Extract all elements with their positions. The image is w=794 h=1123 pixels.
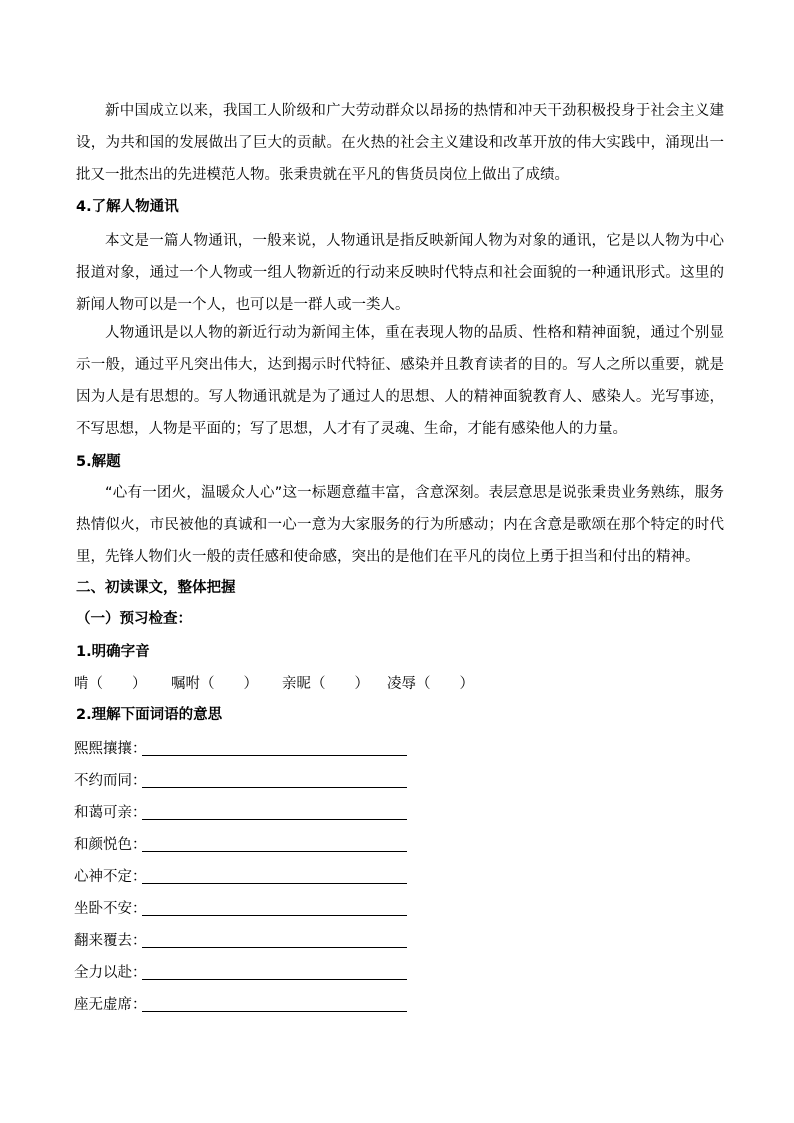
answer-line[interactable] bbox=[142, 787, 407, 788]
pronunciation-blank[interactable]: （ ） bbox=[416, 676, 474, 692]
section-5-heading: 5.解题 bbox=[76, 454, 121, 470]
pronunciation-item bbox=[387, 673, 474, 695]
vocabulary-term: 翻来覆去： bbox=[74, 933, 147, 949]
section-4-heading: 4.了解人物通讯 bbox=[76, 199, 179, 215]
pronunciation-item bbox=[74, 673, 147, 695]
vocabulary-term: 心神不定： bbox=[74, 869, 147, 885]
section-4-paragraph-1: 本文是一篇人物通讯，一般来说，人物通讯是指反映新闻人物为对象的通讯，它是以人物为中心报道对象，通过一个人物或一组人物新近的行动来反映时代特点和社会面貌的一种通讯形式。这里的新闻人物可以是一个人，也可以是一群人或一类人。 bbox=[76, 233, 724, 313]
vocabulary-term: 不约而同： bbox=[74, 773, 147, 789]
vocabulary-row bbox=[74, 863, 474, 895]
vocabulary-row bbox=[74, 895, 474, 927]
vocabulary-term: 熙熙攘攘： bbox=[74, 741, 147, 757]
vocabulary-term: 坐卧不安： bbox=[74, 901, 147, 917]
pronunciation-item bbox=[282, 673, 369, 695]
pronunciation-row bbox=[74, 673, 714, 695]
preview-check-heading: （一）预习检查： bbox=[76, 611, 192, 627]
pronunciation-word: 啃 bbox=[74, 676, 89, 692]
vocabulary-term: 和蔼可亲： bbox=[74, 805, 147, 821]
vocabulary-row bbox=[74, 735, 474, 767]
vocabulary-list bbox=[74, 735, 474, 1023]
pronunciation-word: 亲昵 bbox=[282, 676, 311, 692]
pronunciation-word: 嘱咐 bbox=[171, 676, 200, 692]
intro-paragraph: 新中国成立以来，我国工人阶级和广大劳动群众以昂扬的热情和冲天干劲积极投身于社会主义建设，为共和国的发展做出了巨大的贡献。在火热的社会主义建设和改革开放的伟大实践中，涌现出一批又一批杰出的先进模范人物。张秉贵就在平凡的售货员岗位上做出了成绩。 bbox=[76, 103, 724, 183]
answer-line[interactable] bbox=[142, 883, 407, 884]
answer-line[interactable] bbox=[142, 915, 407, 916]
part-2-heading: 二、初读课文，整体把握 bbox=[76, 580, 236, 596]
answer-line[interactable] bbox=[142, 979, 407, 980]
vocabulary-row bbox=[74, 991, 474, 1023]
pronunciation-blank[interactable]: （ ） bbox=[311, 676, 369, 692]
answer-line[interactable] bbox=[142, 819, 407, 820]
pronunciation-question-heading: 1.明确字音 bbox=[76, 644, 150, 660]
pronunciation-blank[interactable]: （ ） bbox=[88, 676, 147, 692]
vocabulary-row bbox=[74, 799, 474, 831]
section-4-paragraph-2: 人物通讯是以人物的新近行动为新闻主体，重在表现人物的品质、性格和精神面貌，通过个别显示一般，通过平凡突出伟大，达到揭示时代特征、感染并且教育读者的目的。写人之所以重要，就是因为人是有思想的。写人物通讯就是为了通过人的思想、人的精神面貌教育人、感染人。光写事迹，不写思想，人物是平面的；写了思想，人才有了灵魂、生命，才能有感染他人的力量。 bbox=[76, 325, 724, 437]
vocabulary-term: 座无虚席： bbox=[74, 997, 147, 1013]
pronunciation-blank[interactable]: （ ） bbox=[200, 676, 258, 692]
vocabulary-term: 和颜悦色： bbox=[74, 837, 147, 853]
pronunciation-item bbox=[171, 673, 258, 695]
answer-line[interactable] bbox=[142, 851, 407, 852]
vocabulary-row bbox=[74, 831, 474, 863]
vocabulary-row bbox=[74, 959, 474, 991]
pronunciation-word: 凌辱 bbox=[387, 676, 416, 692]
answer-line[interactable] bbox=[142, 755, 407, 756]
answer-line[interactable] bbox=[142, 1011, 407, 1012]
section-5-paragraph: “心有一团火，温暖众人心”这一标题意蕴丰富，含意深刻。表层意思是说张秉贵业务熟练，服务热情似火，市民被他的真诚和一心一意为大家服务的行为所感动；内在含意是歌颂在那个特定的时代里，先锋人物们火一般的责任感和使命感，突出的是他们在平凡的岗位上勇于担当和付出的精神。 bbox=[76, 485, 724, 565]
vocabulary-question-heading: 2.理解下面词语的意思 bbox=[76, 707, 223, 723]
vocabulary-term: 全力以赴： bbox=[74, 965, 147, 981]
vocabulary-row bbox=[74, 927, 474, 959]
answer-line[interactable] bbox=[142, 947, 407, 948]
vocabulary-row bbox=[74, 767, 474, 799]
